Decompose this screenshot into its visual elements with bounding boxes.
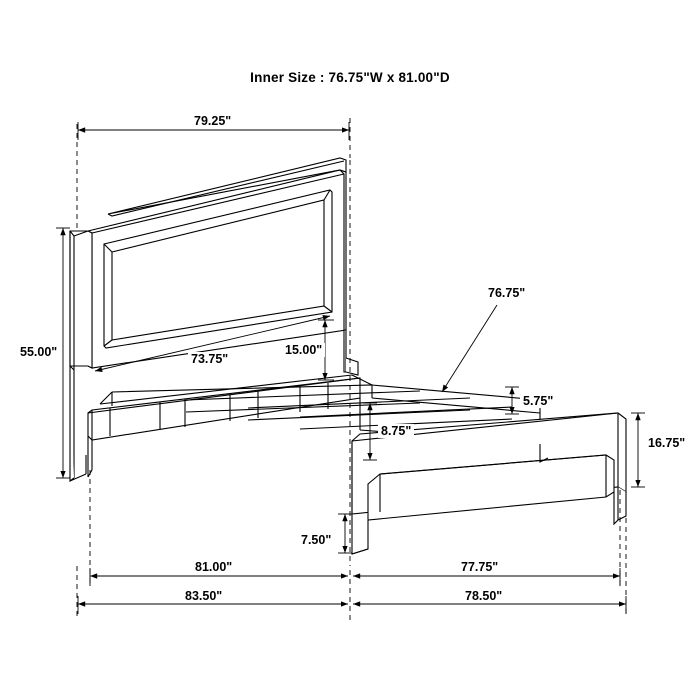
dim-overall-length-right: 78.50"	[462, 589, 505, 603]
dim-overall-length-left: 83.50"	[182, 589, 225, 603]
dim-headboard-panel-width: 73.75"	[188, 352, 231, 366]
dim-under-rail-clearance: 7.50"	[298, 533, 334, 547]
dim-deck-height: 8.75"	[378, 424, 414, 438]
dim-overall-height: 55.00"	[20, 345, 58, 359]
bed-outline	[70, 158, 626, 554]
dim-inner-width-callout: 76.75"	[485, 286, 528, 300]
dim-footboard-height: 16.75"	[645, 436, 688, 450]
page-title: Inner Size : 76.75"W x 81.00"D	[250, 70, 450, 85]
dim-footboard-span: 77.75"	[458, 560, 501, 574]
dim-headboard-clearance: 15.00"	[282, 343, 325, 357]
dim-side-rail-length: 81.00"	[192, 560, 235, 574]
dim-rail-offset: 5.75"	[520, 394, 556, 408]
dim-headboard-width-outer: 79.25"	[191, 114, 234, 128]
